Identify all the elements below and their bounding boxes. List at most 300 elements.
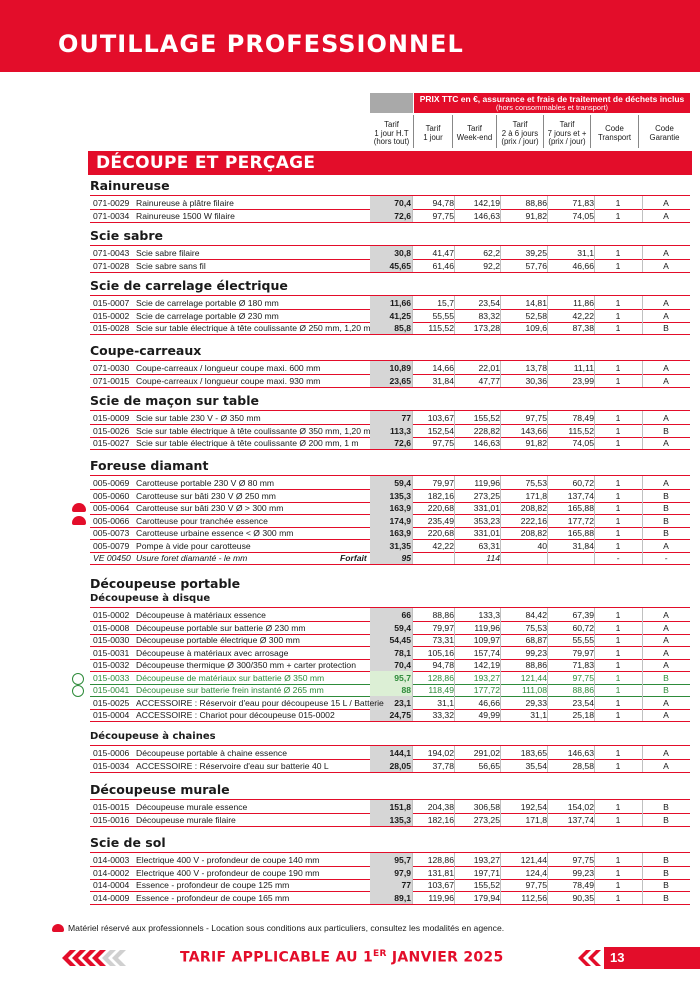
category-title: Scie de carrelage électrique	[90, 278, 288, 293]
item-description: Scie sur table électrique à tête coulissante Ø 200 mm, 1 m	[136, 438, 359, 448]
guarantee-code: B	[663, 685, 669, 695]
item-description: Scie sur table 230 V - Ø 350 mm	[136, 413, 261, 423]
transport-code: 1	[615, 413, 621, 423]
price-1day-ht: 135,3	[389, 814, 411, 825]
price-1day-ht: 72,6	[394, 210, 411, 221]
item-description: Découpeuse murale filaire	[136, 814, 236, 825]
item-code: 071-0015	[93, 375, 130, 386]
price-1day-ht: 23,1	[394, 697, 411, 708]
price-7-days: 60,72	[572, 622, 594, 633]
item-description: Découpeuse à matériaux avec arrosage	[136, 647, 289, 658]
price-1day: 61,46	[432, 260, 454, 271]
price-1day: 220,68	[427, 528, 454, 538]
price-7-days: 79,97	[572, 647, 594, 658]
price-2-6-days: 57,76	[525, 260, 547, 271]
price-2-6-days: 124,4	[525, 867, 547, 878]
section-title: DÉCOUPE ET PERÇAGE	[96, 153, 316, 173]
guarantee-code: A	[663, 697, 669, 708]
price-1day: 97,75	[432, 438, 454, 448]
price-1day-ht: 89,1	[394, 892, 411, 903]
guarantee-code: B	[663, 672, 669, 683]
price-1day: 235,49	[427, 515, 454, 526]
item-description: Carotteuse pour tranchée essence	[136, 515, 268, 526]
item-code: 015-0016	[93, 814, 130, 825]
item-code: VE 00450	[93, 553, 131, 563]
price-7-days: 60,72	[572, 478, 594, 488]
guarantee-code: B	[663, 490, 669, 501]
price-2-6-days: 84,42	[525, 610, 547, 620]
table-row	[90, 647, 690, 659]
price-1day-ht: 151,8	[389, 802, 411, 812]
table-row	[90, 412, 690, 424]
item-description: Carotteuse portable 230 V Ø 80 mm	[136, 478, 275, 488]
guarantee-code: B	[663, 503, 669, 513]
footer-text-pre: TARIF APPLICABLE AU 1	[180, 949, 374, 966]
price-weekend: 228,82	[473, 425, 500, 436]
price-1day-ht: 66	[401, 610, 411, 620]
guarantee-code: A	[663, 260, 669, 271]
table-row	[90, 260, 690, 272]
price-2-6-days: 91,82	[525, 438, 547, 448]
price-2-6-days: 208,82	[520, 528, 547, 538]
price-1day: 31,84	[432, 375, 454, 386]
item-code: 005-0060	[93, 490, 130, 501]
item-description: Scie sur table électrique à tête coulissante Ø 250 mm, 1,20 m	[136, 323, 371, 333]
guarantee-code: B	[663, 323, 669, 333]
price-2-6-days: 111,08	[521, 685, 547, 695]
price-7-days: 87,38	[572, 323, 594, 333]
guarantee-code: A	[663, 310, 669, 321]
transport-code: 1	[615, 802, 621, 812]
guarantee-code: A	[663, 622, 669, 633]
transport-code: 1	[615, 515, 621, 526]
price-7-days: 146,63	[567, 748, 594, 758]
item-code: 014-0009	[93, 892, 130, 903]
item-code: 015-0028	[93, 323, 130, 333]
transport-code: 1	[615, 697, 621, 708]
table-row	[90, 684, 690, 696]
guarantee-code: A	[663, 198, 669, 208]
price-7-days: 88,86	[572, 685, 594, 695]
price-1day: 15,7	[437, 298, 454, 308]
price-2-6-days: 29,33	[525, 697, 547, 708]
table-row	[90, 247, 690, 259]
item-code: 015-0034	[93, 760, 130, 771]
transport-code: 1	[615, 260, 621, 271]
transport-code: -	[616, 553, 620, 563]
item-code: 014-0003	[93, 855, 130, 865]
price-1day-ht: 54,45	[389, 635, 411, 645]
price-2-6-days: 192,54	[520, 802, 547, 812]
transport-code: 1	[615, 622, 621, 633]
item-description: ACCESSOIRE : Réservoire d'eau sur batterie 40 L	[136, 760, 329, 771]
footer-tariff-text	[180, 949, 504, 966]
table-row	[90, 867, 690, 879]
guarantee-code: A	[663, 540, 669, 551]
item-code: 015-0031	[93, 647, 130, 658]
transport-code: 1	[615, 610, 621, 620]
transport-code: 1	[615, 528, 621, 538]
price-weekend: 197,71	[473, 867, 500, 878]
transport-code: 1	[615, 363, 621, 373]
price-weekend: 157,74	[473, 647, 500, 658]
price-2-6-days: 75,53	[525, 622, 547, 633]
price-weekend: 22,01	[478, 363, 500, 373]
price-7-days: 42,22	[572, 310, 594, 321]
item-description: Usure foret diamanté - le mm	[136, 553, 248, 563]
table-row	[90, 502, 690, 514]
column-header: Tarif 1 jour H.T (hors tout)	[373, 120, 410, 147]
price-2-6-days: 121,44	[520, 672, 547, 683]
price-7-days: 177,72	[567, 515, 594, 526]
price-2-6-days: 171,8	[525, 490, 547, 501]
price-1day-ht: 113,3	[389, 425, 411, 436]
table-row	[90, 322, 690, 334]
table-row	[90, 210, 690, 222]
price-7-days: 55,55	[572, 635, 594, 645]
price-7-days: 74,05	[572, 210, 594, 221]
price-1day-ht: 97,9	[394, 867, 411, 878]
table-row	[90, 490, 690, 502]
table-row	[90, 552, 690, 564]
transport-code: 1	[615, 880, 621, 890]
category-title: Scie sabre	[90, 228, 163, 243]
item-code: 015-0004	[93, 710, 130, 720]
category-title: Découpeuse à chaines	[90, 731, 216, 742]
price-7-days: 137,74	[567, 814, 594, 825]
guarantee-code: A	[663, 660, 669, 670]
price-weekend: 273,25	[473, 814, 500, 825]
section-header	[88, 148, 692, 175]
guarantee-code: B	[663, 425, 669, 436]
price-2-6-days: 88,86	[525, 660, 547, 670]
price-1day-ht: 174,9	[389, 515, 411, 526]
price-weekend: 49,99	[478, 710, 500, 720]
item-description: Découpeuse portable électrique Ø 300 mm	[136, 635, 300, 645]
footer-text-post: JANVIER 2025	[386, 949, 504, 966]
item-description: Carotteuse urbaine essence < Ø 300 mm	[136, 528, 294, 538]
price-1day: 31,1	[437, 697, 454, 708]
transport-code: 1	[615, 490, 621, 501]
item-description: Découpeuse thermique Ø 300/350 mm + carter protection	[136, 660, 356, 670]
item-description: Carotteuse sur bâti 230 V Ø 250 mm	[136, 490, 276, 501]
transport-code: 1	[615, 323, 621, 333]
price-7-days: 71,83	[572, 198, 594, 208]
price-1day-ht: 88	[401, 685, 411, 695]
price-2-6-days: 30,36	[525, 375, 547, 386]
price-2-6-days: 35,54	[525, 760, 547, 771]
price-1day-ht: 144,1	[389, 748, 411, 758]
price-1day: 94,78	[432, 198, 454, 208]
helmet-icon	[72, 503, 86, 512]
price-1day-ht: 30,8	[394, 248, 411, 258]
transport-code: 1	[615, 375, 621, 386]
item-code: 015-0009	[93, 413, 130, 423]
transport-code: 1	[615, 298, 621, 308]
price-1day: 88,86	[432, 610, 454, 620]
table-row	[90, 672, 690, 684]
transport-code: 1	[615, 503, 621, 513]
price-weekend: 23,54	[478, 298, 500, 308]
price-1day-ht: 31,35	[389, 540, 411, 551]
price-weekend: 179,94	[473, 892, 500, 903]
guarantee-code: B	[663, 814, 669, 825]
table-row	[90, 709, 690, 721]
table-row	[90, 854, 690, 866]
transport-code: 1	[615, 210, 621, 221]
transport-code: 1	[615, 760, 621, 771]
price-weekend: 173,28	[473, 323, 500, 333]
price-weekend: 155,52	[473, 413, 500, 423]
page-number-box	[604, 947, 700, 969]
price-7-days: 31,84	[572, 540, 594, 551]
eco-leaf-icon	[72, 673, 84, 685]
subcategory-title: Découpeuse à disque	[90, 593, 211, 604]
guarantee-code: A	[663, 610, 669, 620]
table-row	[90, 747, 690, 759]
guarantee-code: A	[663, 298, 669, 308]
price-1day: 73,31	[432, 635, 454, 645]
price-weekend: 56,65	[478, 760, 500, 771]
price-1day-ht: 70,4	[394, 660, 411, 670]
chevrons-right-icon	[576, 948, 604, 968]
price-1day-ht: 23,65	[389, 375, 411, 386]
guarantee-code: A	[663, 647, 669, 658]
item-description: ACCESSOIRE : Réservoir d'eau pour découpeuse 15 L / Batterie	[136, 697, 384, 708]
item-code: 015-0007	[93, 298, 130, 308]
price-weekend: 133,3	[478, 610, 500, 620]
price-2-6-days: 121,44	[520, 855, 547, 865]
item-code: 005-0064	[93, 503, 130, 513]
transport-code: 1	[615, 310, 621, 321]
table-row	[90, 197, 690, 209]
price-2-6-days: 40	[537, 540, 547, 551]
price-weekend: 119,96	[474, 622, 500, 633]
price-weekend: 46,66	[478, 697, 500, 708]
price-1day: 118,49	[428, 685, 454, 695]
column-header: Code Transport	[590, 115, 638, 153]
price-7-days: 137,74	[567, 490, 594, 501]
price-2-6-days: 13,78	[525, 363, 547, 373]
item-code: 015-0027	[93, 438, 130, 448]
chevrons-left-icon	[60, 948, 170, 968]
price-2-6-days: 39,25	[525, 248, 547, 258]
price-1day: 79,97	[432, 478, 454, 488]
price-2-6-days: 97,75	[525, 880, 547, 890]
top-banner	[0, 0, 700, 72]
transport-code: 1	[615, 855, 621, 865]
price-2-6-days: 109,6	[525, 323, 547, 333]
price-2-6-days: 143,66	[520, 425, 547, 436]
price-2-6-days: 75,53	[525, 478, 547, 488]
category-title: Rainureuse	[90, 178, 170, 193]
guarantee-code: A	[663, 248, 669, 258]
price-1day-ht: 95	[401, 553, 411, 563]
item-description: Essence - profondeur de coupe 125 mm	[136, 880, 290, 890]
item-code: 071-0030	[93, 363, 130, 373]
category-title: Découpeuse murale	[90, 782, 230, 797]
price-7-days: 71,83	[572, 660, 594, 670]
price-weekend: 155,52	[473, 880, 500, 890]
item-code: 015-0006	[93, 748, 130, 758]
price-1day: 94,78	[432, 660, 454, 670]
price-1day-ht: 77	[401, 413, 411, 423]
table-row	[90, 425, 690, 437]
column-header: Code Garantie	[638, 115, 690, 153]
transport-code: 1	[615, 710, 621, 720]
price-weekend: 177,72	[473, 685, 500, 695]
price-7-days: 99,23	[572, 867, 594, 878]
column-header: Tarif 1 jour	[413, 115, 452, 153]
price-1day: 103,67	[427, 880, 454, 890]
item-code: 015-0026	[93, 425, 130, 436]
guarantee-code: A	[663, 363, 669, 373]
price-1day: 55,55	[432, 310, 454, 321]
price-1day: 103,67	[427, 413, 454, 423]
price-1day-ht: 85,8	[394, 323, 411, 333]
helmet-icon	[72, 516, 86, 525]
footer	[0, 945, 700, 971]
item-description: Pompe à vide pour carotteuse	[136, 540, 251, 551]
guarantee-code: A	[663, 478, 669, 488]
item-code: 071-0028	[93, 260, 130, 271]
price-1day-ht: 70,4	[394, 198, 411, 208]
guarantee-code: B	[663, 880, 669, 890]
table-row	[90, 437, 690, 449]
category-title: Scie de sol	[90, 835, 166, 850]
item-description: Scie de carrelage portable Ø 230 mm	[136, 310, 279, 321]
price-7-days: 23,54	[572, 697, 594, 708]
price-weekend: 273,25	[473, 490, 500, 501]
helmet-icon	[52, 924, 64, 932]
table-row	[90, 297, 690, 309]
price-1day: 42,22	[432, 540, 454, 551]
transport-code: 1	[615, 660, 621, 670]
price-7-days: 97,75	[572, 855, 594, 865]
price-1day-ht: 95,7	[394, 672, 411, 683]
table-row	[90, 634, 690, 646]
price-weekend: 306,58	[473, 802, 500, 812]
transport-code: 1	[615, 647, 621, 658]
price-weekend: 83,32	[478, 310, 500, 321]
item-code: 015-0008	[93, 622, 130, 633]
price-2-6-days: 222,16	[520, 515, 547, 526]
table-row	[90, 659, 690, 671]
price-7-days: 46,66	[572, 260, 594, 271]
price-2-6-days: 68,87	[525, 635, 547, 645]
price-7-days: 28,58	[572, 760, 594, 771]
forfait-label: Forfait	[340, 553, 367, 563]
guarantee-code: B	[663, 802, 669, 812]
category-title: Découpeuse portable	[90, 576, 241, 591]
price-2-6-days: 171,8	[525, 814, 547, 825]
transport-code: 1	[615, 635, 621, 645]
price-2-6-days: 97,75	[525, 413, 547, 423]
transport-code: 1	[615, 867, 621, 878]
price-7-days: 78,49	[572, 880, 594, 890]
item-code: 014-0004	[93, 880, 130, 890]
price-1day-ht: 28,05	[389, 760, 411, 771]
item-description: Découpeuse portable sur batterie Ø 230 mm	[136, 622, 306, 633]
price-1day: 204,38	[427, 802, 454, 812]
price-weekend: 119,96	[474, 478, 500, 488]
price-7-days: 25,18	[572, 710, 594, 720]
item-description: Scie sabre filaire	[136, 248, 200, 258]
transport-code: 1	[615, 685, 621, 695]
transport-code: 1	[615, 478, 621, 488]
item-description: Essence - profondeur de coupe 165 mm	[136, 892, 290, 903]
price-1day: 105,16	[427, 647, 454, 658]
table-row	[90, 697, 690, 709]
table-row	[90, 760, 690, 772]
table-row	[90, 814, 690, 826]
price-1day-ht: 78,1	[394, 647, 411, 658]
guarantee-code: B	[663, 528, 669, 538]
price-weekend: 109,97	[473, 635, 500, 645]
item-code: 071-0029	[93, 198, 130, 208]
guarantee-code: A	[663, 210, 669, 221]
price-7-days: 165,88	[567, 528, 594, 538]
page-number: 13	[610, 950, 625, 965]
transport-code: 1	[615, 198, 621, 208]
guarantee-code: B	[663, 867, 669, 878]
guarantee-code: B	[663, 855, 669, 865]
item-code: 071-0034	[93, 210, 130, 221]
price-2-6-days: 183,65	[520, 748, 547, 758]
price-1day: 37,78	[432, 760, 454, 771]
price-1day: 128,86	[427, 855, 454, 865]
guarantee-code: A	[663, 375, 669, 386]
guarantee-code: A	[663, 413, 669, 423]
item-description: Carotteuse sur bâti 230 V Ø > 300 mm	[136, 503, 284, 513]
header-gray-strip	[370, 93, 413, 113]
price-weekend: 142,19	[473, 198, 500, 208]
price-weekend: 62,2	[483, 248, 500, 258]
price-1day: 131,81	[427, 867, 454, 878]
price-weekend: 193,27	[473, 855, 500, 865]
item-code: 015-0002	[93, 610, 130, 620]
transport-code: 1	[615, 438, 621, 448]
page-title: OUTILLAGE PROFESSIONNEL	[58, 30, 464, 58]
table-row	[90, 310, 690, 322]
price-1day: 33,32	[432, 710, 454, 720]
column-header: Tarif Week-end	[452, 115, 496, 153]
table-row	[90, 540, 690, 552]
item-code: 005-0079	[93, 540, 130, 551]
category-title: Coupe-carreaux	[90, 343, 202, 358]
price-1day-ht: 163,9	[389, 528, 411, 538]
price-7-days: 74,05	[572, 438, 594, 448]
price-7-days: 165,88	[567, 503, 594, 513]
note-text: Matériel réservé aux professionnels - Location sous conditions aux particuliers, consultez les modalités en agence.	[68, 923, 505, 933]
price-1day: 14,66	[432, 363, 454, 373]
price-1day: 182,16	[427, 490, 454, 501]
item-description: Electrique 400 V - profondeur de coupe 140 mm	[136, 855, 320, 865]
table-row	[90, 362, 690, 374]
item-code: 015-0002	[93, 310, 130, 321]
item-code: 015-0025	[93, 697, 130, 708]
price-weekend: 142,19	[473, 660, 500, 670]
price-1day-ht: 45,65	[389, 260, 411, 271]
price-weekend: 114	[486, 553, 500, 563]
price-7-days: 67,39	[572, 610, 594, 620]
price-info-box	[414, 93, 690, 113]
item-code: 014-0002	[93, 867, 130, 878]
price-weekend: 146,63	[473, 210, 500, 221]
professional-note	[52, 923, 504, 933]
guarantee-code: B	[663, 892, 669, 903]
item-code: 015-0041	[93, 685, 130, 695]
